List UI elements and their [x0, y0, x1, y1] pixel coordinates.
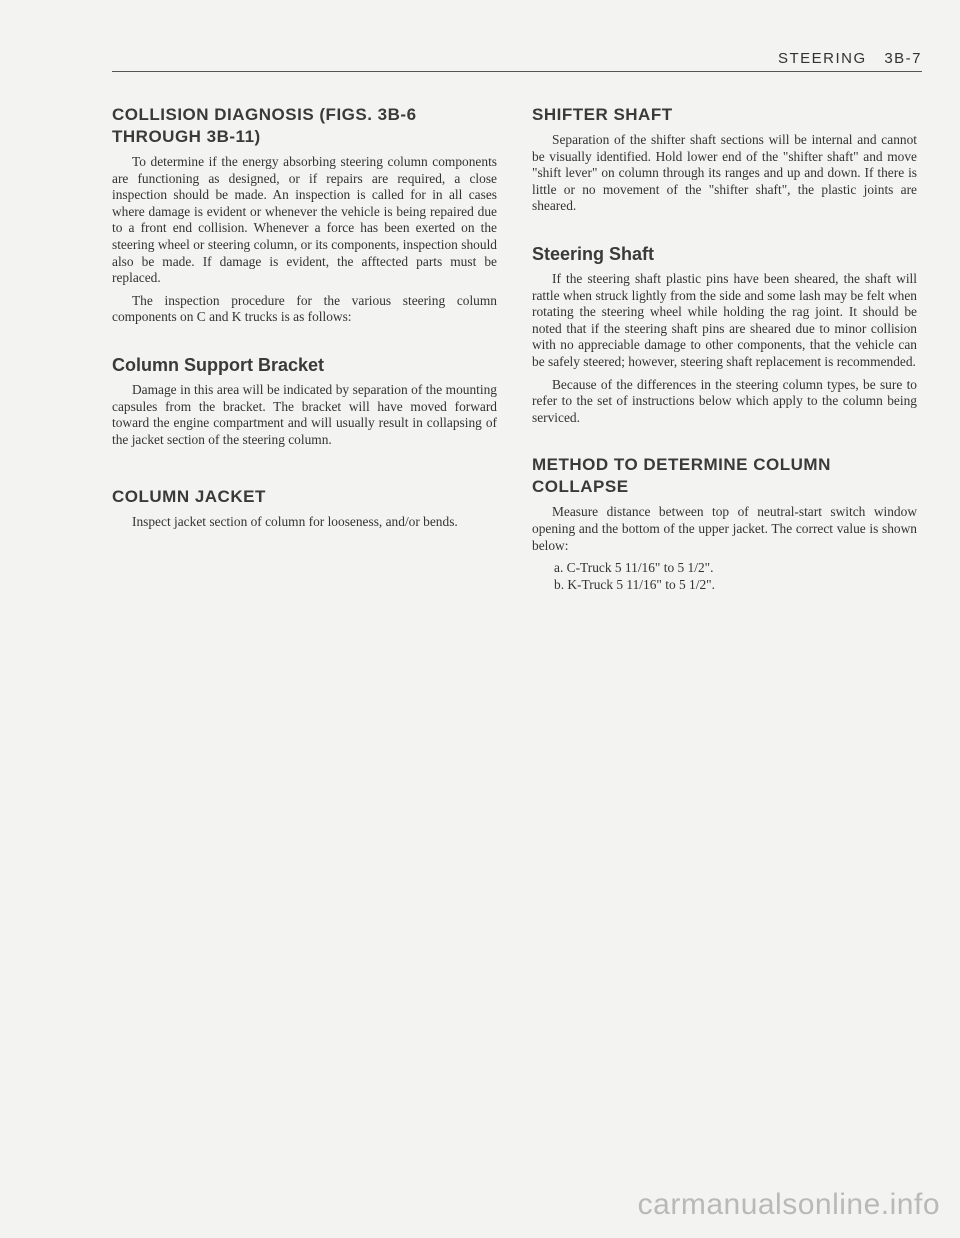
bracket-paragraph: Damage in this area will be indicated by separation of the mounting capsules from the bracket. The bracket will have moved forward toward the engine compartment and will usually result in collapsing of the jacket section of the steering column.	[112, 381, 497, 447]
column-jacket-heading: COLUMN JACKET	[112, 487, 266, 507]
right-column	[532, 104, 917, 593]
shifter-paragraph: Separation of the shifter shaft sections will be internal and cannot be visually identified. Hold lower end of the "shifter shaft" and move "shift lever" on column through its ranges and up and down. If there is little or no movement of the "shifter shaft", the plastic joints are sheared.	[532, 132, 917, 214]
collision-diagnosis-heading: COLLISION DIAGNOSIS (FIGS. 3B-6 THROUGH 3B-11)	[112, 105, 417, 146]
measurement-list	[554, 560, 917, 593]
steering-paragraph-2: Because of the differences in the steering column types, be sure to refer to the set of instructions below which apply to the column being serviced.	[532, 376, 917, 425]
header-rule	[112, 71, 922, 72]
collision-paragraph-1: To determine if the energy absorbing steering column components are functioning as designed, or if repairs are required, a close inspection should be made. An inspection is called for in all cases where damage is evident or whenever the vehicle is being repaired due to a front end collision. Whenever a force has been exerted on the steering wheel or steering column, or its components, inspection should also be made. If damage is evident, the afftected parts must be replaced.	[112, 154, 497, 286]
list-item: b. K-Truck 5 11/16" to 5 1/2".	[554, 576, 715, 592]
list-item: a. C-Truck 5 11/16" to 5 1/2".	[554, 560, 714, 576]
column-support-bracket-heading: Column Support Bracket	[112, 354, 325, 375]
collision-paragraph-2: The inspection procedure for the various steering column components on C and K trucks is as follows:	[112, 292, 497, 325]
shifter-shaft-heading: SHIFTER SHAFT	[532, 105, 673, 124]
header-page-number: 3B-7	[884, 50, 922, 67]
jacket-paragraph: Inspect jacket section of column for looseness, and/or bends.	[132, 514, 458, 530]
page-header	[766, 50, 922, 67]
steering-shaft-heading: Steering Shaft	[532, 243, 655, 264]
steering-paragraph-1: If the steering shaft plastic pins have been sheared, the shaft will rattle when struck lightly from the side and some lash may be felt when rotating the steering wheel while holding the rag joint. It should be noted that if the steering shaft pins are sheared due to minor collision with no appreciable damage to other components, that the vehicle can be safely steered; however, steering shaft replacement is recommended.	[532, 270, 917, 369]
left-column	[112, 104, 497, 537]
watermark-text: carmanualsonline.info	[637, 1188, 940, 1221]
method-column-collapse-heading: METHOD TO DETERMINE COLUMN COLLAPSE	[532, 455, 831, 497]
method-paragraph: Measure distance between top of neutral-start switch window opening and the bottom of the upper jacket. The correct value is shown below:	[532, 504, 917, 553]
header-section: STEERING	[777, 50, 867, 67]
